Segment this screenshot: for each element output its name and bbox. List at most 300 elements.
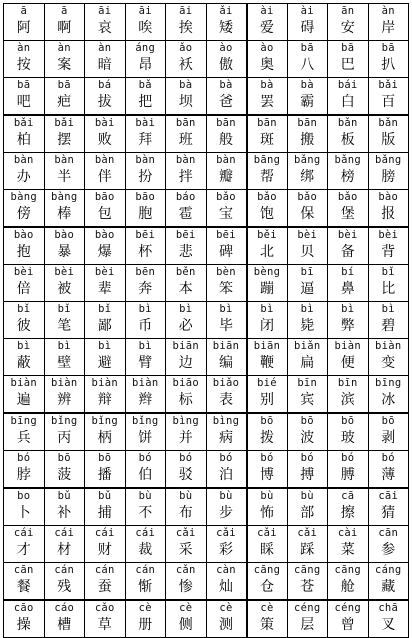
pinyin-label: bèng	[253, 266, 281, 278]
character-cell	[328, 4, 369, 41]
hanzi-character: 饼	[138, 430, 153, 446]
pinyin-label: bǎng	[294, 154, 321, 166]
character-cell	[4, 4, 45, 41]
table-row	[4, 4, 409, 41]
hanzi-character: 波	[300, 430, 315, 446]
hanzi-character: 并	[178, 430, 193, 446]
pinyin-label: biàn	[10, 377, 37, 389]
hanzi-character: 宾	[300, 392, 315, 408]
character-cell	[44, 339, 85, 376]
character-cell	[328, 190, 369, 228]
character-cell	[44, 4, 85, 41]
pinyin-label: bì	[219, 303, 233, 315]
pinyin-label: bá	[98, 79, 112, 91]
hanzi-character: 备	[340, 244, 355, 260]
pinyin-label: àn	[98, 42, 112, 54]
character-cell	[368, 153, 409, 190]
hanzi-character: 材	[57, 542, 72, 558]
pinyin-label: bì	[300, 303, 314, 315]
character-cell	[44, 302, 85, 339]
hanzi-character: 变	[381, 355, 396, 371]
hanzi-character: 便	[340, 355, 355, 371]
character-cell	[166, 265, 207, 302]
pinyin-label: bì	[260, 303, 274, 315]
character-cell	[125, 78, 166, 116]
pinyin-label: cǎi	[175, 527, 196, 539]
hanzi-character: 拜	[138, 132, 153, 148]
hanzi-character: 贝	[300, 244, 315, 260]
pinyin-label: āi	[98, 5, 112, 17]
pinyin-label: biǎn	[294, 340, 321, 352]
character-cell	[44, 488, 85, 526]
character-cell	[166, 190, 207, 228]
character-cell	[328, 115, 369, 153]
character-cell	[44, 563, 85, 601]
character-cell	[368, 376, 409, 414]
character-cell	[287, 227, 328, 265]
hanzi-character: 吧	[16, 94, 31, 110]
pinyin-label: cǎo	[94, 602, 115, 614]
character-cell	[247, 78, 288, 116]
table-row	[4, 376, 409, 414]
hanzi-character: 部	[300, 505, 315, 521]
hanzi-character: 抱	[16, 244, 31, 260]
hanzi-character: 逼	[300, 281, 315, 297]
character-cell	[85, 227, 126, 265]
hanzi-character: 仓	[260, 579, 274, 595]
character-cell	[206, 451, 247, 489]
hanzi-character: 阿	[16, 20, 31, 36]
pinyin-label: cán	[135, 564, 156, 576]
character-cell	[328, 265, 369, 302]
hanzi-character: 瓣	[219, 169, 233, 185]
table-row	[4, 488, 409, 526]
character-cell	[247, 526, 288, 563]
hanzi-character: 绑	[300, 169, 315, 185]
hanzi-character: 布	[178, 505, 193, 521]
character-cell	[85, 451, 126, 489]
table-row	[4, 78, 409, 116]
pinyin-label: cāng	[294, 564, 321, 576]
pinyin-label: biàn	[375, 340, 402, 352]
hanzi-character: 裁	[138, 542, 153, 558]
pinyin-label: bō	[98, 452, 112, 464]
hanzi-character: 奥	[260, 57, 274, 73]
pinyin-label: cái	[135, 527, 156, 539]
hanzi-character: 笔	[57, 318, 72, 334]
character-cell	[206, 265, 247, 302]
pinyin-label: bèi	[13, 266, 34, 278]
character-cell	[44, 600, 85, 638]
pinyin-label: bào	[13, 229, 34, 241]
pinyin-label: bà	[300, 79, 314, 91]
hanzi-character: 参	[381, 542, 396, 558]
character-cell	[368, 488, 409, 526]
pinyin-label: běi	[257, 229, 277, 241]
pinyin-label: bēi	[175, 229, 196, 241]
table-row	[4, 451, 409, 489]
character-cell	[44, 41, 85, 78]
hanzi-character: 表	[219, 392, 233, 408]
character-cell	[125, 526, 166, 563]
hanzi-character: 步	[219, 505, 233, 521]
pinyin-label: bān	[216, 117, 236, 129]
pinyin-label: cè	[138, 602, 152, 614]
pinyin-label: cān	[378, 527, 399, 539]
character-cell	[287, 41, 328, 78]
character-cell	[85, 600, 126, 638]
character-cell	[328, 488, 369, 526]
character-cell	[4, 153, 45, 190]
pinyin-label: bié	[257, 377, 277, 389]
table-row	[4, 153, 409, 190]
pinyin-label: bǎi	[13, 117, 34, 129]
pinyin-label: cāng	[253, 564, 281, 576]
pinyin-label: bái	[337, 79, 358, 91]
table-row	[4, 302, 409, 339]
character-cell	[125, 302, 166, 339]
pinyin-label: cáng	[375, 564, 402, 576]
hanzi-character: 扁	[300, 355, 315, 371]
hanzi-character: 鼻	[340, 281, 355, 297]
hanzi-character: 半	[57, 169, 72, 185]
pinyin-label: bào	[378, 191, 399, 203]
pinyin-label: bài	[94, 117, 115, 129]
pinyin-label: bǎng	[375, 154, 402, 166]
hanzi-character: 百	[381, 94, 396, 110]
pinyin-label: bī	[300, 266, 314, 278]
table-row	[4, 227, 409, 265]
pinyin-label: bān	[297, 117, 318, 129]
pinyin-label: bā	[57, 79, 71, 91]
character-cell	[125, 190, 166, 228]
character-cell	[85, 153, 126, 190]
pinyin-label: ào	[260, 42, 274, 54]
pinyin-label: biàn	[334, 340, 361, 352]
hanzi-character: 剥	[381, 430, 396, 446]
pinyin-label: bèi	[378, 229, 399, 241]
hanzi-character: 侧	[178, 617, 193, 633]
character-cell	[368, 302, 409, 339]
pinyin-label: bīn	[337, 377, 358, 389]
hanzi-character: 矮	[219, 20, 233, 36]
character-cell	[328, 41, 369, 78]
hanzi-character: 编	[219, 355, 233, 371]
hanzi-character: 安	[340, 20, 355, 36]
hanzi-character: 曾	[340, 617, 355, 633]
hanzi-character: 膊	[340, 467, 355, 483]
pinyin-label: bǎng	[334, 154, 361, 166]
pinyin-label: bǎi	[54, 117, 75, 129]
hanzi-character: 碑	[219, 244, 233, 260]
character-cell	[247, 41, 288, 78]
hanzi-character: 玻	[340, 430, 355, 446]
pinyin-label: bō	[260, 415, 274, 427]
character-cell	[368, 413, 409, 451]
hanzi-character: 蚕	[97, 579, 112, 595]
hanzi-character: 鄙	[97, 318, 112, 334]
hanzi-character: 丙	[57, 430, 72, 446]
character-cell	[368, 41, 409, 78]
pinyin-label: bēn	[135, 266, 156, 278]
character-cell	[125, 451, 166, 489]
character-cell	[166, 451, 207, 489]
character-cell	[125, 563, 166, 601]
character-cell	[287, 302, 328, 339]
hanzi-character: 惨	[178, 579, 193, 595]
pinyin-label: bǔ	[98, 490, 112, 502]
character-cell	[247, 153, 288, 190]
hanzi-character: 北	[260, 244, 274, 260]
hanzi-character: 搏	[300, 467, 315, 483]
character-cell	[206, 488, 247, 526]
character-cell	[328, 227, 369, 265]
character-cell	[206, 153, 247, 190]
character-cell	[206, 302, 247, 339]
pinyin-label: āi	[179, 5, 193, 17]
hanzi-character: 闭	[260, 318, 274, 334]
table-row	[4, 563, 409, 601]
hanzi-character: 傍	[16, 206, 31, 222]
hanzi-character: 保	[300, 206, 315, 222]
hanzi-character: 膀	[381, 169, 396, 185]
character-cell	[125, 339, 166, 376]
pinyin-label: bǎi	[378, 79, 399, 91]
hanzi-character: 藏	[381, 579, 396, 595]
pinyin-label: bèi	[297, 229, 318, 241]
character-cell	[328, 153, 369, 190]
hanzi-character: 袄	[178, 57, 193, 73]
pinyin-label: biān	[212, 340, 240, 352]
hanzi-character: 雹	[178, 206, 193, 222]
hanzi-character: 币	[138, 318, 153, 334]
hanzi-character: 傲	[219, 57, 233, 73]
hanzi-character: 采	[178, 542, 193, 558]
pinyin-label: cān	[13, 564, 34, 576]
pinyin-label: cāi	[378, 490, 399, 502]
character-cell	[4, 190, 45, 228]
pinyin-label: bàn	[175, 154, 196, 166]
character-cell	[247, 339, 288, 376]
hanzi-character: 猜	[381, 505, 396, 521]
hanzi-character: 兵	[16, 430, 31, 446]
character-cell	[166, 227, 207, 265]
pinyin-label: cǎi	[297, 527, 318, 539]
hanzi-character: 层	[300, 617, 315, 633]
character-cell	[206, 115, 247, 153]
character-cell	[4, 563, 45, 601]
character-cell	[247, 115, 288, 153]
character-cell	[368, 190, 409, 228]
pinyin-label: bǐng	[51, 415, 78, 427]
hanzi-character: 碧	[381, 318, 396, 334]
pinyin-label: bīn	[297, 377, 318, 389]
character-cell	[287, 376, 328, 414]
table-row	[4, 41, 409, 78]
pinyin-label: bǎo	[257, 191, 277, 203]
pinyin-label: bǐ	[98, 303, 112, 315]
hanzi-character: 餐	[16, 579, 31, 595]
character-cell	[125, 488, 166, 526]
character-cell	[44, 153, 85, 190]
pinyin-label: bó	[219, 452, 233, 464]
hanzi-character: 按	[16, 57, 31, 73]
table-row	[4, 413, 409, 451]
character-cell	[85, 413, 126, 451]
pinyin-label: bà	[260, 79, 274, 91]
pinyin-label: bō	[300, 415, 314, 427]
hanzi-character: 不	[138, 505, 153, 521]
pinyin-label: āi	[138, 5, 152, 17]
character-cell	[287, 413, 328, 451]
pinyin-label: cài	[337, 527, 358, 539]
hanzi-character: 棒	[57, 206, 72, 222]
pinyin-label: bào	[94, 229, 115, 241]
pinyin-label: bǔ	[57, 490, 71, 502]
pinyin-label: bù	[300, 490, 314, 502]
pinyin-label: bō	[381, 415, 395, 427]
character-cell	[125, 376, 166, 414]
character-cell	[166, 115, 207, 153]
character-cell	[166, 413, 207, 451]
hanzi-character: 遍	[16, 392, 31, 408]
hanzi-character: 舱	[340, 579, 355, 595]
pinyin-label: cái	[54, 527, 75, 539]
pinyin-label: bǐng	[132, 415, 159, 427]
hanzi-character: 播	[97, 467, 112, 483]
hanzi-character: 巴	[340, 57, 355, 73]
hanzi-character: 宝	[219, 206, 233, 222]
pinyin-label: cè	[260, 602, 274, 614]
pinyin-character-table	[3, 3, 409, 638]
hanzi-character: 睬	[260, 542, 274, 558]
hanzi-character: 柏	[16, 132, 31, 148]
hanzi-character: 辨	[57, 392, 72, 408]
pinyin-label: bǎ	[138, 79, 152, 91]
character-cell	[328, 302, 369, 339]
character-cell	[247, 4, 288, 41]
pinyin-label: bēi	[216, 229, 236, 241]
character-cell	[206, 4, 247, 41]
pinyin-label: bì	[17, 340, 31, 352]
character-cell	[247, 451, 288, 489]
character-cell	[287, 563, 328, 601]
hanzi-character: 奔	[138, 281, 153, 297]
hanzi-character: 病	[219, 430, 233, 446]
character-cell	[368, 227, 409, 265]
hanzi-character: 辫	[138, 392, 153, 408]
character-cell	[4, 115, 45, 153]
pinyin-label: bō	[341, 415, 355, 427]
character-cell	[4, 41, 45, 78]
character-cell	[247, 265, 288, 302]
hanzi-character: 斑	[260, 132, 274, 148]
hanzi-character: 霸	[300, 94, 315, 110]
character-cell	[287, 526, 328, 563]
character-cell	[4, 451, 45, 489]
pinyin-label: càn	[216, 564, 236, 576]
hanzi-character: 哀	[97, 20, 112, 36]
hanzi-character: 班	[178, 132, 193, 148]
pinyin-label: bǐ	[17, 303, 31, 315]
pinyin-label: bān	[257, 117, 277, 129]
hanzi-character: 蹦	[260, 281, 274, 297]
pinyin-label: bǎn	[378, 117, 399, 129]
pinyin-label: bèi	[337, 229, 358, 241]
character-cell	[247, 413, 288, 451]
pinyin-label: bà	[219, 79, 233, 91]
pinyin-label: cāng	[334, 564, 361, 576]
character-cell	[328, 78, 369, 116]
pinyin-label: biān	[253, 340, 281, 352]
character-cell	[4, 302, 45, 339]
pinyin-label: ā	[20, 5, 28, 17]
character-cell	[166, 376, 207, 414]
pinyin-label: cè	[219, 602, 233, 614]
character-cell	[368, 563, 409, 601]
character-cell	[287, 488, 328, 526]
character-cell	[4, 526, 45, 563]
pinyin-label: àn	[17, 42, 31, 54]
hanzi-character: 榜	[340, 169, 355, 185]
pinyin-label: bā	[341, 42, 355, 54]
hanzi-character: 板	[340, 132, 355, 148]
pinyin-label: cái	[13, 527, 34, 539]
hanzi-character: 背	[381, 244, 396, 260]
hanzi-character: 菠	[57, 467, 72, 483]
pinyin-label: cán	[94, 564, 115, 576]
hanzi-character: 财	[97, 542, 112, 558]
pinyin-label: bì	[98, 340, 112, 352]
character-cell	[166, 153, 207, 190]
character-cell	[44, 190, 85, 228]
table-row	[4, 339, 409, 376]
table-row	[4, 190, 409, 228]
pinyin-label: bàn	[54, 154, 75, 166]
character-cell	[125, 413, 166, 451]
hanzi-character: 怖	[260, 505, 274, 521]
hanzi-character: 悲	[178, 244, 193, 260]
character-cell	[328, 600, 369, 638]
pinyin-label: bào	[54, 229, 75, 241]
hanzi-character: 测	[219, 617, 233, 633]
hanzi-character: 扒	[381, 57, 396, 73]
hanzi-character: 扮	[138, 169, 153, 185]
character-cell	[368, 115, 409, 153]
character-cell	[206, 563, 247, 601]
pinyin-label: céng	[334, 602, 361, 614]
pinyin-label: bo	[17, 490, 31, 502]
character-cell	[4, 227, 45, 265]
hanzi-character: 唉	[138, 20, 153, 36]
hanzi-character: 饱	[260, 206, 274, 222]
hanzi-character: 别	[260, 392, 274, 408]
character-cell	[287, 78, 328, 116]
pinyin-label: bù	[260, 490, 274, 502]
character-cell	[287, 153, 328, 190]
character-cell	[368, 339, 409, 376]
character-cell	[4, 339, 45, 376]
hanzi-character: 惭	[138, 579, 153, 595]
hanzi-character: 辩	[97, 392, 112, 408]
hanzi-character: 蔽	[16, 355, 31, 371]
pinyin-label: cáo	[54, 602, 75, 614]
hanzi-character: 八	[300, 57, 315, 73]
pinyin-label: biān	[172, 340, 199, 352]
pinyin-label: bì	[381, 303, 395, 315]
character-cell	[44, 78, 85, 116]
pinyin-label: bù	[219, 490, 233, 502]
